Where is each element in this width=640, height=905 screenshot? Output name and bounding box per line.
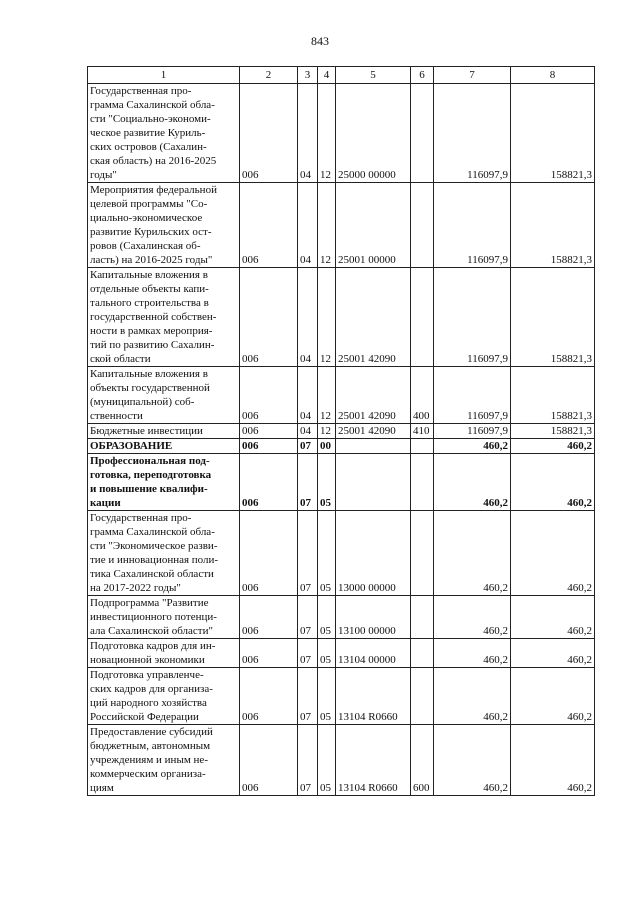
target-article-cell	[336, 454, 411, 511]
section-code-cell: 04	[298, 183, 318, 268]
column-header: 5	[336, 67, 411, 84]
amount-col8-cell: 460,2	[511, 725, 595, 796]
ministry-code-cell: 006	[240, 668, 298, 725]
ministry-code-cell: 006	[240, 268, 298, 367]
target-article-cell: 13100 00000	[336, 596, 411, 639]
subsection-code-cell: 12	[318, 84, 336, 183]
expense-type-cell	[411, 668, 434, 725]
target-article-cell: 13104 00000	[336, 639, 411, 668]
target-article-cell: 13104 R0660	[336, 668, 411, 725]
target-article-cell	[336, 439, 411, 454]
expense-type-cell	[411, 511, 434, 596]
target-article-cell: 25001 42090	[336, 268, 411, 367]
column-header: 8	[511, 67, 595, 84]
column-header: 1	[88, 67, 240, 84]
ministry-code-cell: 006	[240, 511, 298, 596]
section-code-cell: 07	[298, 596, 318, 639]
amount-col7-cell: 460,2	[434, 725, 511, 796]
table-row	[88, 183, 595, 268]
amount-col8-cell: 158821,3	[511, 183, 595, 268]
amount-col8-cell: 460,2	[511, 454, 595, 511]
page-number: 843	[311, 34, 329, 48]
header-row	[88, 67, 595, 84]
subsection-code-cell: 05	[318, 639, 336, 668]
budget-table	[87, 66, 595, 796]
expense-type-cell	[411, 183, 434, 268]
amount-col8-cell: 460,2	[511, 596, 595, 639]
subsection-code-cell: 00	[318, 439, 336, 454]
amount-col8-cell: 460,2	[511, 511, 595, 596]
target-article-cell: 25000 00000	[336, 84, 411, 183]
section-code-cell: 04	[298, 268, 318, 367]
table-row	[88, 268, 595, 367]
table-row	[88, 725, 595, 796]
table-row	[88, 84, 595, 183]
subsection-code-cell: 05	[318, 511, 336, 596]
amount-col8-cell: 158821,3	[511, 424, 595, 439]
row-name-cell: ОБРАЗОВАНИЕ	[88, 439, 240, 454]
row-name-cell: Государственная про- грамма Сахалинской обла- сти "Социально-экономи- ческое развитие Куриль- ских островов (Сахалин- ская область) на 2016-2025 годы"	[88, 84, 240, 183]
target-article-cell: 13104 R0660	[336, 725, 411, 796]
table-row	[88, 668, 595, 725]
amount-col7-cell: 460,2	[434, 596, 511, 639]
amount-col7-cell: 116097,9	[434, 268, 511, 367]
ministry-code-cell: 006	[240, 367, 298, 424]
section-code-cell: 07	[298, 639, 318, 668]
expense-type-cell	[411, 454, 434, 511]
expense-type-cell: 400	[411, 367, 434, 424]
target-article-cell: 25001 42090	[336, 367, 411, 424]
subsection-code-cell: 05	[318, 668, 336, 725]
ministry-code-cell: 006	[240, 725, 298, 796]
amount-col8-cell: 460,2	[511, 668, 595, 725]
ministry-code-cell: 006	[240, 454, 298, 511]
amount-col8-cell: 158821,3	[511, 268, 595, 367]
expense-type-cell	[411, 84, 434, 183]
ministry-code-cell: 006	[240, 596, 298, 639]
table-row	[88, 454, 595, 511]
amount-col7-cell: 116097,9	[434, 367, 511, 424]
subsection-code-cell: 05	[318, 725, 336, 796]
amount-col7-cell: 460,2	[434, 454, 511, 511]
section-code-cell: 07	[298, 668, 318, 725]
amount-col7-cell: 460,2	[434, 639, 511, 668]
expense-type-cell	[411, 439, 434, 454]
amount-col8-cell: 460,2	[511, 639, 595, 668]
section-code-cell: 07	[298, 511, 318, 596]
ministry-code-cell: 006	[240, 424, 298, 439]
row-name-cell: Подготовка кадров для ин- новационной экономики	[88, 639, 240, 668]
subsection-code-cell: 05	[318, 454, 336, 511]
row-name-cell: Государственная про- грамма Сахалинской обла- сти "Экономическое разви- тие и инновационная поли- тика Сахалинской области на 2017-2022 годы"	[88, 511, 240, 596]
ministry-code-cell: 006	[240, 183, 298, 268]
expense-type-cell: 600	[411, 725, 434, 796]
column-header: 3	[298, 67, 318, 84]
table-row	[88, 439, 595, 454]
amount-col7-cell: 116097,9	[434, 183, 511, 268]
target-article-cell: 13000 00000	[336, 511, 411, 596]
column-header: 2	[240, 67, 298, 84]
expense-type-cell	[411, 596, 434, 639]
section-code-cell: 04	[298, 367, 318, 424]
table-row	[88, 639, 595, 668]
section-code-cell: 07	[298, 439, 318, 454]
row-name-cell: Подготовка управленче- ских кадров для организа- ций народного хозяйства Российской Федерации	[88, 668, 240, 725]
row-name-cell: Мероприятия федеральной целевой программы "Со- циально-экономическое развитие Курильских ост- ровов (Сахалинская об- ласть) на 2016-2025 годы"	[88, 183, 240, 268]
column-header: 4	[318, 67, 336, 84]
amount-col7-cell: 460,2	[434, 511, 511, 596]
subsection-code-cell: 12	[318, 424, 336, 439]
expense-type-cell: 410	[411, 424, 434, 439]
subsection-code-cell: 12	[318, 367, 336, 424]
row-name-cell: Капитальные вложения в отдельные объекты капи- тального строительства в государственной собствен- ности в рамках мероприя- тий по развитию Сахалин- ской области	[88, 268, 240, 367]
amount-col8-cell: 158821,3	[511, 367, 595, 424]
ministry-code-cell: 006	[240, 439, 298, 454]
amount-col7-cell: 116097,9	[434, 84, 511, 183]
row-name-cell: Бюджетные инвестиции	[88, 424, 240, 439]
subsection-code-cell: 05	[318, 596, 336, 639]
table-row	[88, 596, 595, 639]
subsection-code-cell: 12	[318, 183, 336, 268]
section-code-cell: 07	[298, 725, 318, 796]
section-code-cell: 07	[298, 454, 318, 511]
row-name-cell: Подпрограмма "Развитие инвестиционного потенци- ала Сахалинской области"	[88, 596, 240, 639]
ministry-code-cell: 006	[240, 639, 298, 668]
target-article-cell: 25001 00000	[336, 183, 411, 268]
table-row	[88, 424, 595, 439]
column-header: 6	[411, 67, 434, 84]
expense-type-cell	[411, 639, 434, 668]
amount-col8-cell: 460,2	[511, 439, 595, 454]
table-row	[88, 367, 595, 424]
amount-col8-cell: 158821,3	[511, 84, 595, 183]
section-code-cell: 04	[298, 84, 318, 183]
ministry-code-cell: 006	[240, 84, 298, 183]
row-name-cell: Профессиональная под- готовка, переподготовка и повышение квалифи- кации	[88, 454, 240, 511]
row-name-cell: Капитальные вложения в объекты государственной (муниципальной) соб- ственности	[88, 367, 240, 424]
amount-col7-cell: 460,2	[434, 439, 511, 454]
column-header: 7	[434, 67, 511, 84]
expense-type-cell	[411, 268, 434, 367]
subsection-code-cell: 12	[318, 268, 336, 367]
amount-col7-cell: 116097,9	[434, 424, 511, 439]
row-name-cell: Предоставление субсидий бюджетным, автономным учреждениям и иным не- коммерческим организа- циям	[88, 725, 240, 796]
target-article-cell: 25001 42090	[336, 424, 411, 439]
table-row	[88, 511, 595, 596]
amount-col7-cell: 460,2	[434, 668, 511, 725]
section-code-cell: 04	[298, 424, 318, 439]
